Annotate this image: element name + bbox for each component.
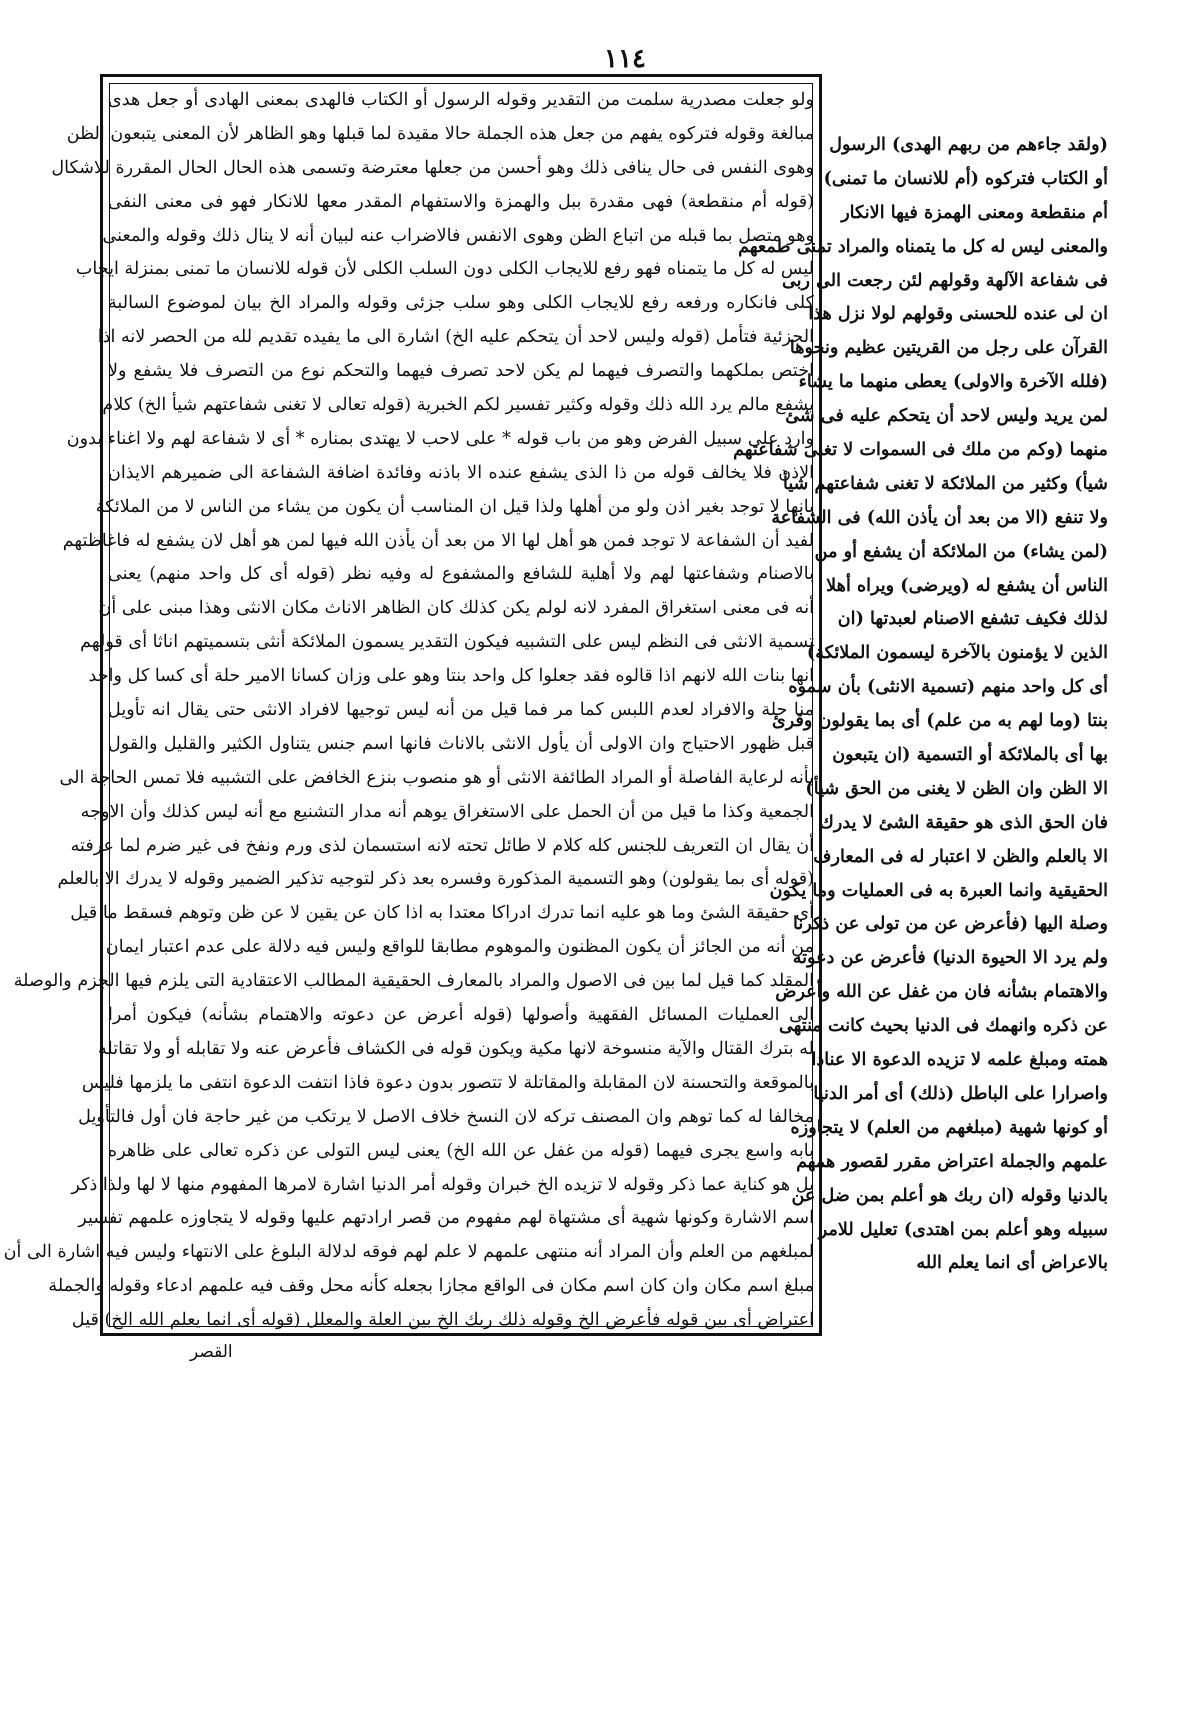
margin-text-line: بها أى بالملائكة أو التسمية (ان يتبعون <box>832 744 1108 766</box>
main-text-line: قبل ظهور الاحتياج وان الاولى أن يأول الانثى بالاناث فانها اسم جنس يتناول الكثير والقليل والقول <box>108 733 814 754</box>
main-text-line: منا حلة والافراد لعدم اللبس كما مر فما قيل من أنه ليس توجيها لافراد الانثى حتى يقال انه تأويل <box>108 700 814 721</box>
main-text-line: بل هو كناية عما ذكر وقوله لا تزيده الخ خبران وقوله أمر الدنيا اشارة لامرها المفهوم منها لا لها ولذا ذكر <box>71 1174 814 1195</box>
margin-text-line: أى كل واحد منهم (تسمية الانثى) بأن سموه <box>788 676 1108 698</box>
main-text-line: يشفع مالم يرد الله ذلك وقوله وكثير تفسير لكم الخبرية (قوله تعالى لا تغنى شفاعتهم شيأ الخ) كلام <box>102 395 814 416</box>
catchword: القصر <box>190 1342 233 1362</box>
margin-quran-text <box>733 128 1108 1280</box>
margin-text-line: الذين لا يؤمنون بالآخرة ليسمون الملائكة) <box>806 642 1108 664</box>
margin-text-line: همته ومبلغ علمه لا تزيده الدعوة الا عنادا <box>811 1049 1108 1071</box>
margin-text-line: والمعنى ليس له كل ما يتمناه والمراد تمنى طمعهم <box>738 235 1108 257</box>
main-text-line: الجمعية وكذا ما قيل من أن الحمل على الاستغراق يوهم أنه مدار التشنيع مع أنه ليس كذلك وأن الاوجه <box>80 801 814 822</box>
margin-text-line: فان الحق الذى هو حقيقة الشئ لا يدرك <box>819 811 1108 833</box>
main-text-line: بانها لا توجد بغير اذن ولو من أهلها ولذا قيل ان المناسب أن يكون من يشاء من الناس لا من الملائكة <box>95 496 814 517</box>
margin-text-line: (لمن يشاء) من الملائكة أن يشفع أو من <box>814 540 1108 562</box>
margin-text-line: فى شفاعة الآلهة وقولهم لئن رجعت الى ربى <box>781 269 1108 291</box>
margin-text-line: لذلك فكيف تشفع الاصنام لعبدتها (ان <box>837 608 1108 630</box>
margin-text-line: بنتا (وما لهم به من علم) أى بما يقولون وقرئ <box>771 710 1108 732</box>
main-text-line: مبلغ اسم مكان وان كان اسم مكان فى الواقع مجازا بجعله كأنه محل وقف فيه علمهم ادعاء وقوله والجملة <box>48 1276 814 1297</box>
main-text-line: بابه واسع يجرى فيهما (قوله من غفل عن الله الخ) يعنى ليس التولى عن ذكره تعالى على ظاهره <box>108 1140 814 1161</box>
margin-text-line: أو كونها شهية (مبلغهم من العلم) لا يتجاوزه <box>790 1116 1108 1138</box>
main-text-line: وهو متصل بما قبله من اتباع الظن وهوى الانفس فالاضراب عنه لبيان أنه لا ينال ذلك وقوله والمعنى <box>102 225 814 246</box>
main-text-line: الاذن فلا يخالف قوله من ذا الذى يشفع عنده الا باذنه وفائدة اضافة الشفاعة الى ضميرهم الايذان <box>108 462 814 483</box>
main-text-line: اسم الاشارة وكونها شهية أى مشتهاة لهم مفهوم من قصر ارادتهم عليها وقوله لا يتجاوزه علمهم تفسير <box>78 1208 814 1229</box>
main-commentary-text <box>3 84 814 1338</box>
main-text-line: (قوله أم منقطعة) فهى مقدرة ببل والهمزة والاستفهام المقدر معها للانكار فهو فى معنى النفى <box>108 191 814 212</box>
main-text-line: مخالفا له كما توهم وان المصنف تركه لان النسخ خلاف الاصل لا يرتكب من غير حاجة فان أول فالتأويل <box>78 1106 814 1127</box>
margin-text-line: (ولقد جاءهم من ربهم الهدى) الرسول <box>829 134 1108 155</box>
main-text-line: ليس له كل ما يتمناه فهو رفع للايجاب الكلى دون السلب الكلى لأن قوله للانسان ما تمنى بمنزلة ايجاب <box>75 259 814 280</box>
margin-text-line: واصرارا على الباطل (ذلك) أى أمر الدنيا <box>813 1082 1108 1104</box>
margin-text-line: ان لى عنده للحسنى وقولهم لولا نزل هذا <box>808 303 1108 325</box>
margin-text-line: الا الظن وان الظن لا يغنى من الحق شيأ) <box>805 777 1108 799</box>
margin-text-line: بالاعراض أى انما يعلم الله <box>916 1252 1108 1274</box>
page-number: ١١٤ <box>604 44 646 74</box>
margin-text-line: ولم يرد الا الحيوة الدنيا) فأعرض عن دعوته <box>792 947 1108 969</box>
main-text-line: من أنه من الجائز أن يكون المظنون والموهوم مطابقا للواقع وليس فيه دلالة على عدم اعتبار ايمان <box>105 937 814 958</box>
main-text-line: الى العمليات المسائل الفقهية وأصولها (قوله أعرض عن دعوته والاهتمام بشأنه) فيكون أمرا <box>108 1005 814 1026</box>
main-text-line: بالموقعة والتحسنة لان المقابلة والمقاتلة لا تتصور بدون دعوة فاذا انتفت الدعوة انتفى ما يلزمها فليس <box>81 1072 814 1093</box>
margin-text-line: سبيله وهو أعلم بمن اهتدى) تعليل للامر <box>818 1218 1108 1240</box>
main-text-line: المقلد كما قيل لما بين فى الاصول والمراد بالمعارف الحقيقية المطالب الاعتقادية التى يلزم فيها الجزم والوصلة <box>13 971 814 992</box>
main-text-line: تسمية الانثى فى النظم ليس على التشبيه فيكون التقدير يسمون الملائكة أنثى بتسميتهم اناثا أى قولهم <box>80 632 814 653</box>
main-text-line: لمبلغهم من العلم وأن المراد أنه منتهى علمهم لا علم لهم فوقه لدلالة البلوغ على الانتهاء وليس فيه اشارة الى أن <box>3 1242 814 1263</box>
main-text-line: (قوله أى بما يقولون) وهو التسمية المذكورة وفسره بعد ذكر لتوجيه تذكير الضمير وقوله لا يدرك الا بالعلم <box>57 869 814 890</box>
main-text-line: الجزئية فتأمل (قوله وليس لاحد أن يتحكم عليه الخ) اشارة الى ما يفيده تقديم لله من الحصر لانه اذا <box>97 327 814 348</box>
main-text-line: مبالغة وقوله فتركوه يفهم من جعل هذه الجملة حالا مقيدة لما قبلها وهو الظاهر لأن المعنى يتبعون الظن <box>66 123 814 144</box>
margin-text-line: علمهم والجملة اعتراض مقرر لقصور همهم <box>796 1150 1108 1172</box>
main-text-line: انها بنات الله لانهم اذا قالوه فقد جعلوا كل واحد بنتا وهو على وزان كسانا الامير حلة أى كسا كل واحد <box>88 666 814 687</box>
margin-text-line: الحقيقية وانما العبرة به فى العمليات وما يكون <box>769 879 1108 901</box>
main-text-line: أى حقيقة الشئ وما هو عليه انما تدرك ادراكا معتدا به اذا كان عن يقين لا عن ظن وتوهم فسقط ما قيل <box>70 903 814 924</box>
main-text-line: وارد على سبيل الفرض وهو من باب قوله * على لاحب لا يهتدى بمناره * أى لا شفاعة لهم ولا اغناء بدون <box>66 428 814 449</box>
main-text-line: أن يقال ان التعريف للجنس كله كلام لا طائل تحته لانه استسمان لذى ورم ونفخ فى غير ضرم لما عرفته <box>70 835 814 856</box>
margin-text-line: عن ذكره وانهمك فى الدنيا بحيث كانت منتهى <box>779 1015 1108 1037</box>
main-text-line: لفيد أن الشفاعة لا توجد فمن هو أهل لها الا من بعد أن يأذن الله فيها لمن هو أهل لان يشفع له فاغاظتهم <box>62 530 814 551</box>
main-text-line: كلى فانكاره ورفعه رفع للايجاب الكلى وهو سلب جزئى وقوله والمراد الخ بيان لموضوع السالبة <box>108 293 814 314</box>
margin-text-line: (فلله الآخرة والاولى) يعطى منهما ما يشاء <box>798 371 1108 393</box>
main-text-line: بأنه لرعاية الفاصلة أو المراد الطائفة الانثى أو هو منصوب بنزع الخافض على التشبيه فلا تمس الحاجة الى <box>59 767 814 788</box>
margin-text-line: الناس أن يشفع له (ويرضى) ويراه أهلا <box>826 574 1108 596</box>
margin-text-line: والاهتمام بشأنه فان من غفل عن الله وأعرض <box>775 981 1108 1003</box>
main-text-line: له بترك القتال والآية منسوخة لانها مكية ويكون قوله فى الكشاف فأعرض عنه ولا تقابله أو ولا تقاتله <box>97 1038 814 1059</box>
main-text-line: وهوى النفس فى حال ينافى ذلك وهو أحسن من جعلها معترضة وتسمى هذه الحال الحال المقررة للاشكال <box>51 157 814 178</box>
main-text-line: اختص بملكهما والتصرف فيهما لم يكن لاحد تصرف فيهما والتحكم نوع من التصرف فلا يشفع ولا <box>108 361 814 382</box>
main-text-line: ولو جعلت مصدرية سلمت من التقدير وقوله الرسول أو الكتاب فالهدى بمعنى الهادى أو جعل هدى <box>108 90 814 110</box>
margin-text-line: منهما (وكم من ملك فى السموات لا تغنى شفاعتهم <box>733 439 1108 461</box>
main-text-line: اعتراض أى بين قوله فأعرض الخ وقوله ذلك ربك الخ بين العلة والمعلل (قوله أى انما يعلم الله الخ) قيل <box>71 1310 814 1331</box>
margin-text-line: لمن يريد وليس لاحد أن يتحكم عليه فى شئ <box>785 405 1108 427</box>
main-text-line: بالاصنام وشفاعتها لهم ولا أهلية للشافع والمشفوع له وفيه نظر (قوله أى كل واحد منهم) يعنى <box>108 564 814 585</box>
margin-text-line: ولا تنفع (الا من بعد أن يأذن الله) فى الشفاعة <box>771 506 1108 528</box>
margin-text-line: وصلة اليها (فأعرض عن من تولى عن ذكرنا <box>793 913 1108 935</box>
margin-text-line: أم منقطعة ومعنى الهمزة فيها الانكار <box>841 201 1108 223</box>
margin-text-line: القرآن على رجل من القريتين عظيم ونحوها <box>789 337 1108 359</box>
margin-text-line: أو الكتاب فتركوه (أم للانسان ما تمنى) <box>823 167 1108 189</box>
margin-text-line: بالدنيا وقوله (ان ربك هو أعلم بمن ضل عن <box>791 1184 1108 1206</box>
main-text-line: أنه فى معنى استغراق المفرد لانه لولم يكن كذلك كان الظاهر الاناث مكان الانثى وهذا مبنى على أن <box>98 598 814 619</box>
margin-text-line: شيأ) وكثير من الملائكة لا تغنى شفاعتهم شيأ <box>782 472 1108 494</box>
margin-text-line: الا بالعلم والظن لا اعتبار له فى المعارف <box>813 845 1108 867</box>
